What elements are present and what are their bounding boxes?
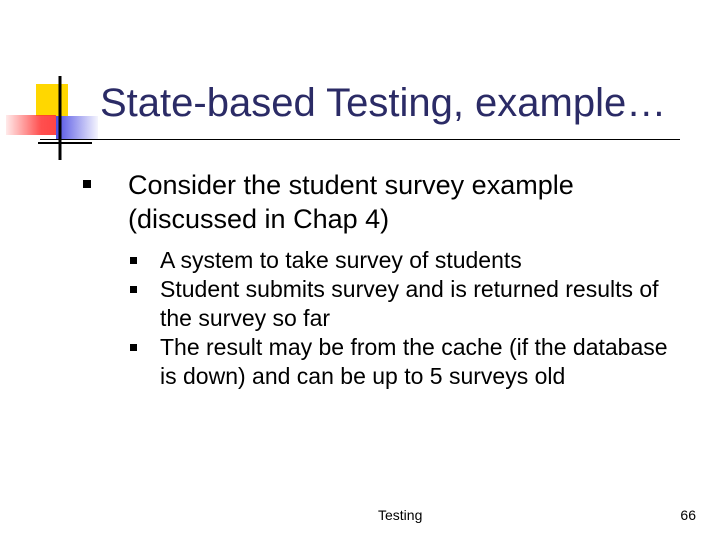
footer-label: Testing	[378, 507, 423, 523]
sub-bullet-text: Student submits survey and is returned results of the survey so far	[160, 276, 659, 331]
logo-red-bar	[6, 115, 56, 135]
sub-bullet-list	[128, 246, 683, 391]
square-bullet-icon	[83, 180, 91, 188]
square-bullet-icon	[130, 286, 137, 293]
bullet-item	[83, 168, 683, 391]
page-number: 66	[680, 507, 696, 523]
bullet-text: Consider the student survey example (discussed in Chap 4)	[128, 170, 574, 234]
sub-bullet-item	[128, 246, 683, 275]
bullet-list	[83, 168, 683, 391]
square-bullet-icon	[130, 344, 137, 351]
logo-blue-bar	[56, 116, 98, 140]
decorative-logo	[0, 0, 110, 170]
title-divider	[40, 139, 680, 140]
square-bullet-icon	[130, 257, 137, 264]
slide-title: State-based Testing, example…	[100, 81, 667, 125]
sub-bullet-text: A system to take survey of students	[160, 247, 522, 273]
logo-yellow-square	[36, 84, 68, 116]
sub-bullet-item	[128, 275, 683, 333]
sub-bullet-item	[128, 333, 683, 391]
sub-bullet-text: The result may be from the cache (if the database is down) and can be up to 5 surveys old	[160, 334, 668, 389]
